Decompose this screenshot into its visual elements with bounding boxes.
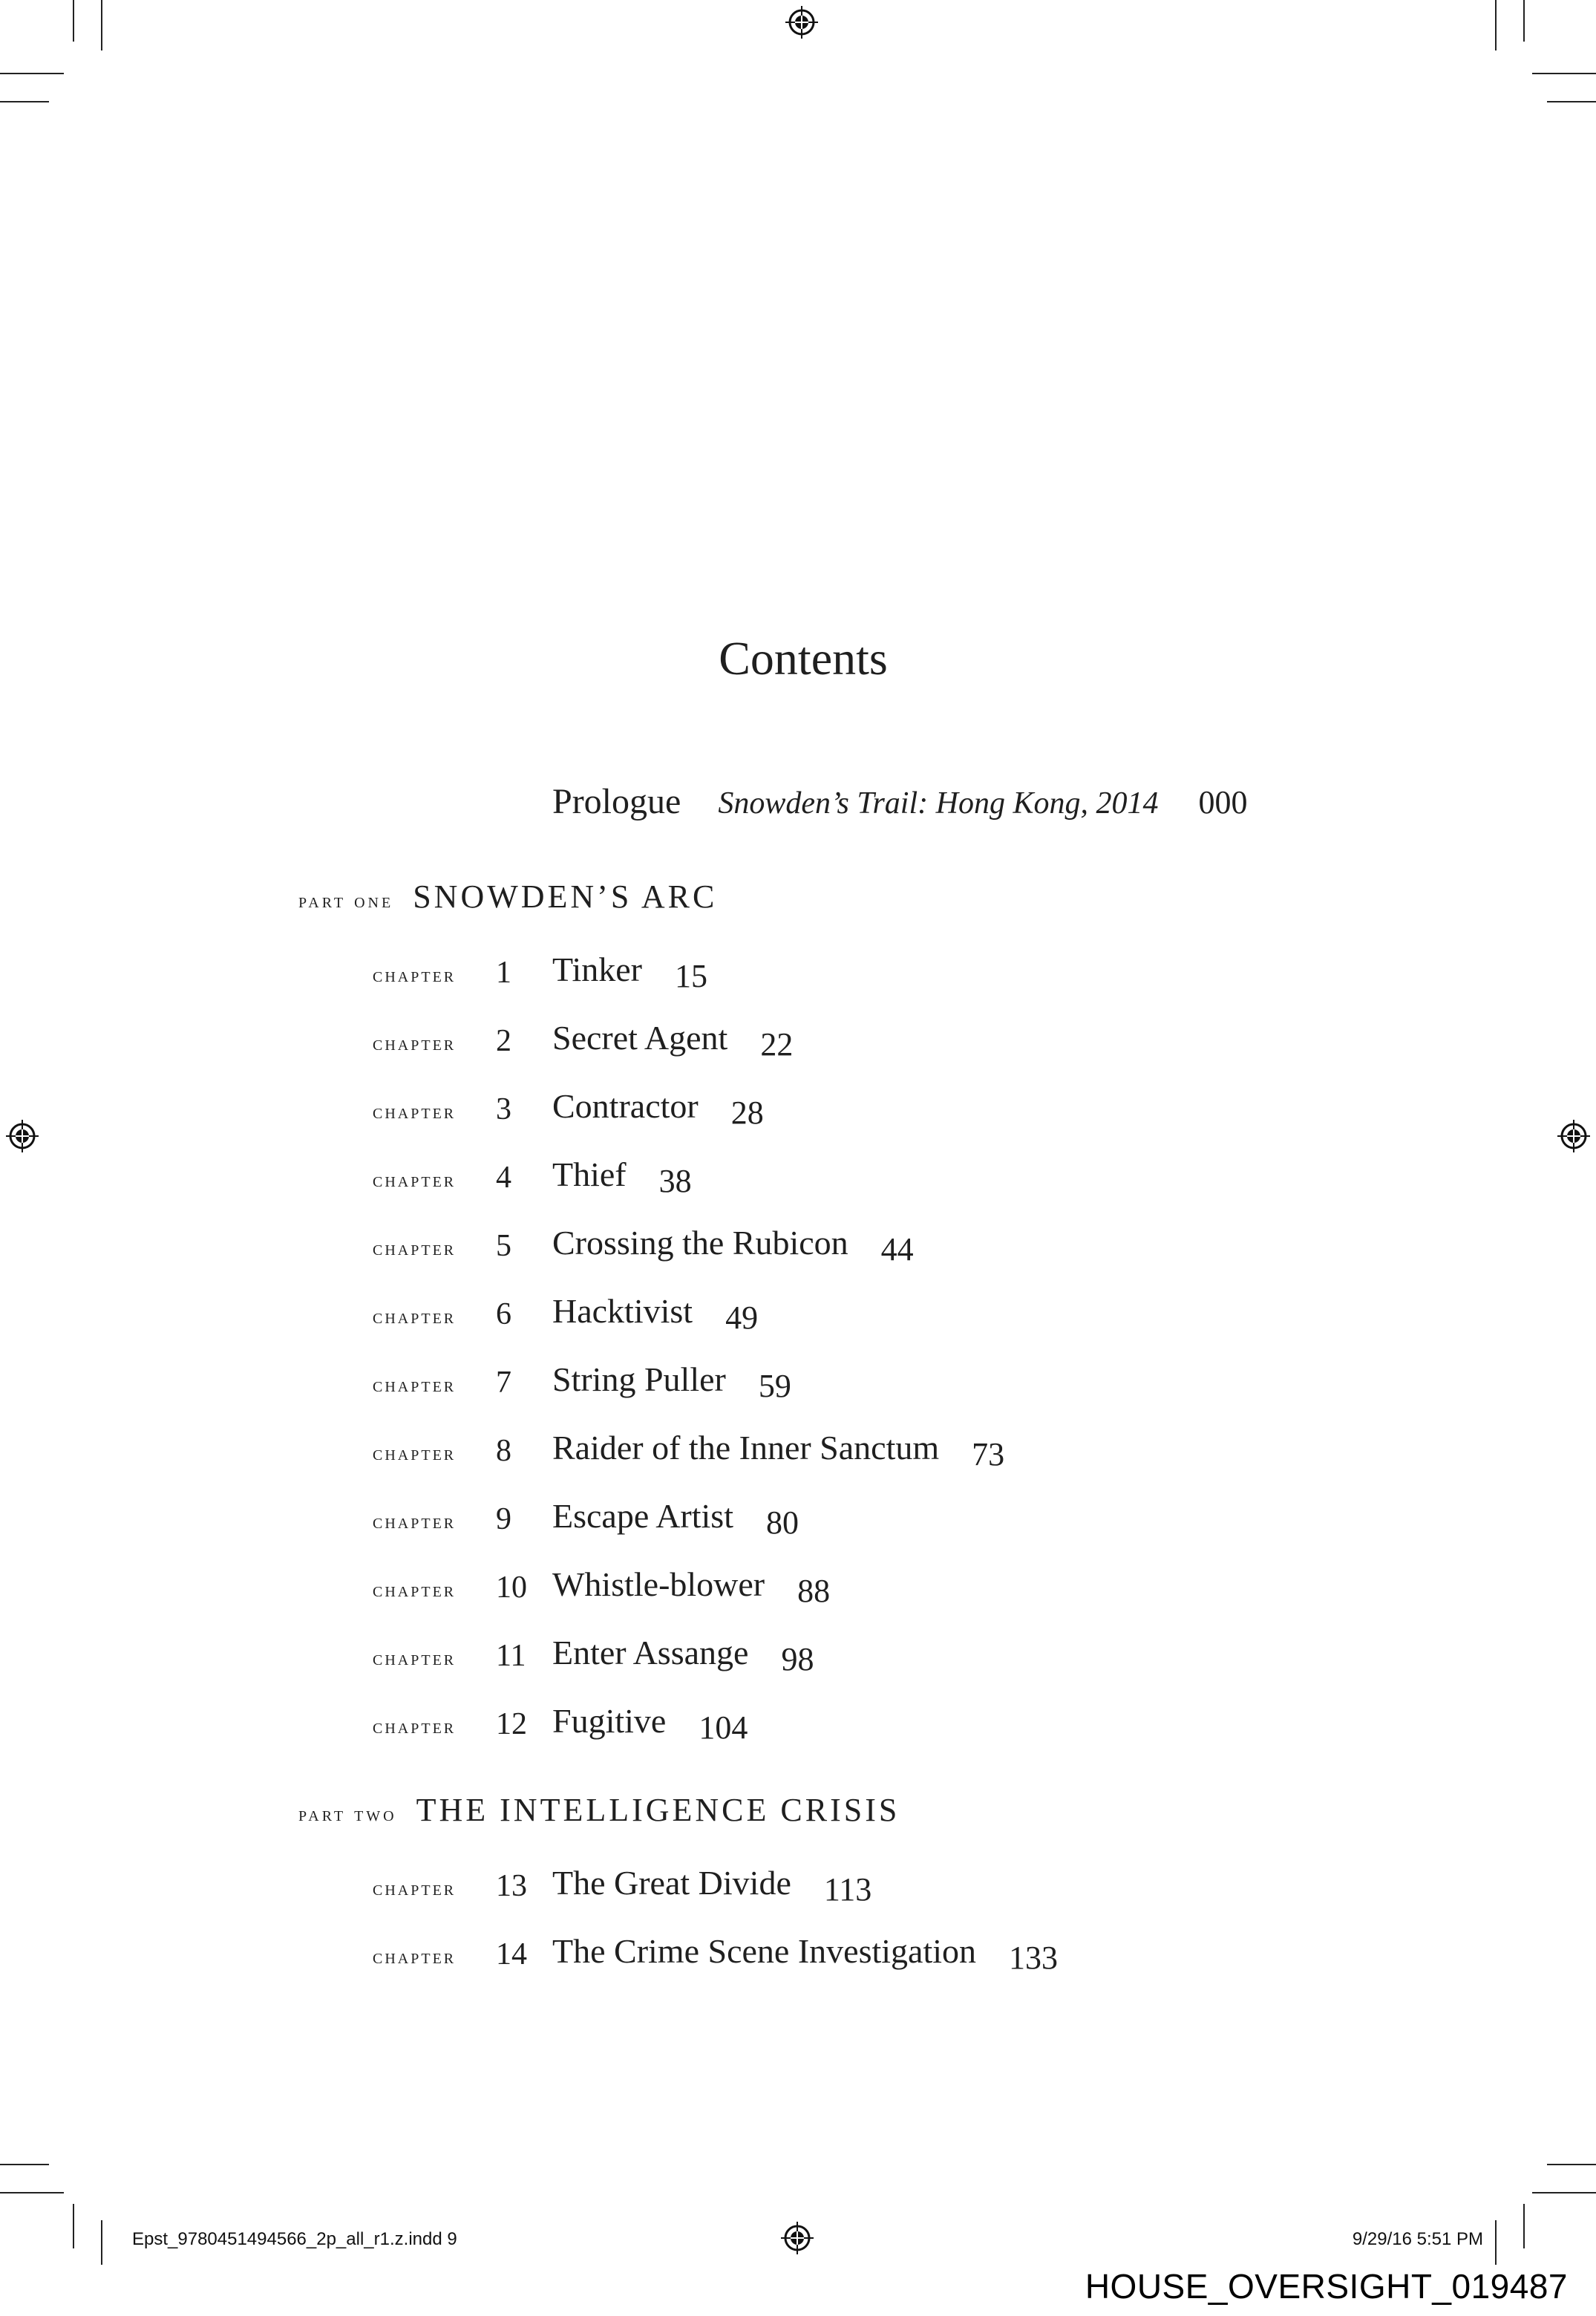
chapter-number: 2 xyxy=(496,1024,511,1058)
part-title: THE INTELLIGENCE CRISIS xyxy=(416,1792,900,1828)
crop-mark-top-right-horizontal-lower xyxy=(1547,101,1596,102)
chapter-title: Fugitive xyxy=(552,1702,667,1740)
chapter-number: 5 xyxy=(496,1229,511,1263)
chapter-label: chapter xyxy=(373,1305,457,1328)
chapter-number: 1 xyxy=(496,956,511,990)
chapter-label: chapter xyxy=(373,1945,457,1968)
crop-mark-bottom-right-horizontal-lower xyxy=(1532,2192,1596,2193)
chapter-title: Enter Assange xyxy=(552,1634,749,1671)
file-slug: Epst_9780451494566_2p_all_r1.z.indd 9 xyxy=(132,2229,457,2249)
prologue-entry[interactable] xyxy=(552,781,1247,822)
crop-mark-top-left-horizontal-upper xyxy=(0,73,64,74)
chapter-label: chapter xyxy=(373,1032,457,1055)
chapter-page-number: 49 xyxy=(725,1299,759,1336)
chapter-title: Escape Artist xyxy=(552,1497,733,1535)
chapter-page-number: 44 xyxy=(880,1231,914,1268)
chapter-label: chapter xyxy=(373,1715,457,1738)
registration-mark-left-icon xyxy=(6,1120,39,1152)
chapter-number: 11 xyxy=(496,1639,526,1673)
chapter-title: String Puller xyxy=(552,1360,726,1398)
chapter-title: Hacktivist xyxy=(552,1292,693,1330)
part-label: part one xyxy=(298,890,394,913)
crop-mark-top-left-vertical-outer xyxy=(73,0,74,42)
crop-mark-top-left-vertical-inner xyxy=(101,0,102,50)
chapter-page-number: 22 xyxy=(760,1026,794,1063)
chapter-title: The Crime Scene Investigation xyxy=(552,1932,977,1970)
chapter-number: 6 xyxy=(496,1297,511,1331)
chapter-label: chapter xyxy=(373,1510,457,1533)
chapter-page-number: 104 xyxy=(699,1709,748,1746)
crop-mark-bottom-left-vertical-outer xyxy=(73,2204,74,2248)
crop-mark-bottom-left-vertical-inner xyxy=(101,2220,102,2265)
chapter-title: Contractor xyxy=(552,1087,699,1125)
chapter-number: 14 xyxy=(496,1937,527,1971)
crop-mark-top-left-horizontal-lower xyxy=(0,101,49,102)
chapter-page-number: 15 xyxy=(675,958,707,994)
chapter-number: 12 xyxy=(496,1707,527,1741)
chapter-page-number: 98 xyxy=(781,1641,814,1677)
chapter-number: 13 xyxy=(496,1869,527,1903)
chapter-label: chapter xyxy=(373,1647,457,1670)
chapter-number: 10 xyxy=(496,1570,527,1605)
crop-mark-bottom-right-horizontal-upper xyxy=(1547,2164,1596,2165)
chapter-label: chapter xyxy=(373,1442,457,1465)
chapter-number: 3 xyxy=(496,1092,511,1126)
chapter-label: chapter xyxy=(373,1100,457,1123)
chapter-page-number: 38 xyxy=(658,1163,692,1199)
chapter-page-number: 88 xyxy=(797,1573,831,1609)
chapter-page-number: 28 xyxy=(730,1095,764,1131)
prologue-label: Prologue xyxy=(552,782,681,821)
chapter-label: chapter xyxy=(373,1169,457,1192)
chapter-title: Thief xyxy=(552,1155,627,1193)
chapter-page-number: 113 xyxy=(823,1871,872,1908)
part-two-heading[interactable] xyxy=(298,1791,900,1829)
chapter-number: 7 xyxy=(496,1366,511,1400)
chapter-page-number: 133 xyxy=(1009,1940,1059,1976)
crop-mark-bottom-right-vertical-inner xyxy=(1495,2220,1497,2265)
registration-mark-bottom-icon xyxy=(781,2222,814,2254)
chapter-number: 4 xyxy=(496,1161,511,1195)
chapter-title: Whistle-blower xyxy=(552,1565,765,1603)
chapter-number: 8 xyxy=(496,1434,511,1468)
chapter-title: The Great Divide xyxy=(552,1864,791,1902)
contents-heading: Contents xyxy=(719,632,888,685)
chapter-title: Secret Agent xyxy=(552,1019,728,1057)
crop-mark-bottom-left-horizontal-lower xyxy=(0,2192,64,2193)
date-slug: 9/29/16 5:51 PM xyxy=(1352,2229,1483,2249)
part-title: SNOWDEN’S ARC xyxy=(413,878,718,915)
chapter-label: chapter xyxy=(373,1374,457,1397)
crop-mark-top-right-vertical-outer xyxy=(1523,0,1525,42)
chapter-label: chapter xyxy=(373,1237,457,1260)
chapter-label: chapter xyxy=(373,1877,457,1900)
crop-mark-bottom-right-vertical-outer xyxy=(1523,2204,1525,2248)
crop-mark-bottom-left-horizontal-upper xyxy=(0,2164,49,2165)
chapter-label: chapter xyxy=(373,964,457,987)
prologue-subtitle: Snowden’s Trail: Hong Kong, 2014 xyxy=(718,786,1159,821)
prologue-page-number: 000 xyxy=(1198,784,1248,821)
chapter-label: chapter xyxy=(373,1579,457,1602)
chapter-page-number: 80 xyxy=(766,1504,799,1541)
part-label: part two xyxy=(298,1803,397,1826)
bates-number: HOUSE_OVERSIGHT_019487 xyxy=(1085,2267,1568,2306)
registration-mark-right-icon xyxy=(1557,1120,1590,1152)
chapter-page-number: 73 xyxy=(972,1436,1005,1472)
chapter-title: Crossing the Rubicon xyxy=(552,1224,848,1262)
chapter-page-number: 59 xyxy=(758,1368,791,1404)
chapter-title: Tinker xyxy=(552,950,642,988)
part-one-heading[interactable] xyxy=(298,878,717,916)
chapter-number: 9 xyxy=(496,1502,511,1536)
chapter-title: Raider of the Inner Sanctum xyxy=(552,1429,940,1467)
registration-mark-top-icon xyxy=(785,6,818,39)
crop-mark-top-right-horizontal-upper xyxy=(1532,73,1596,74)
crop-mark-top-right-vertical-inner xyxy=(1495,0,1497,50)
